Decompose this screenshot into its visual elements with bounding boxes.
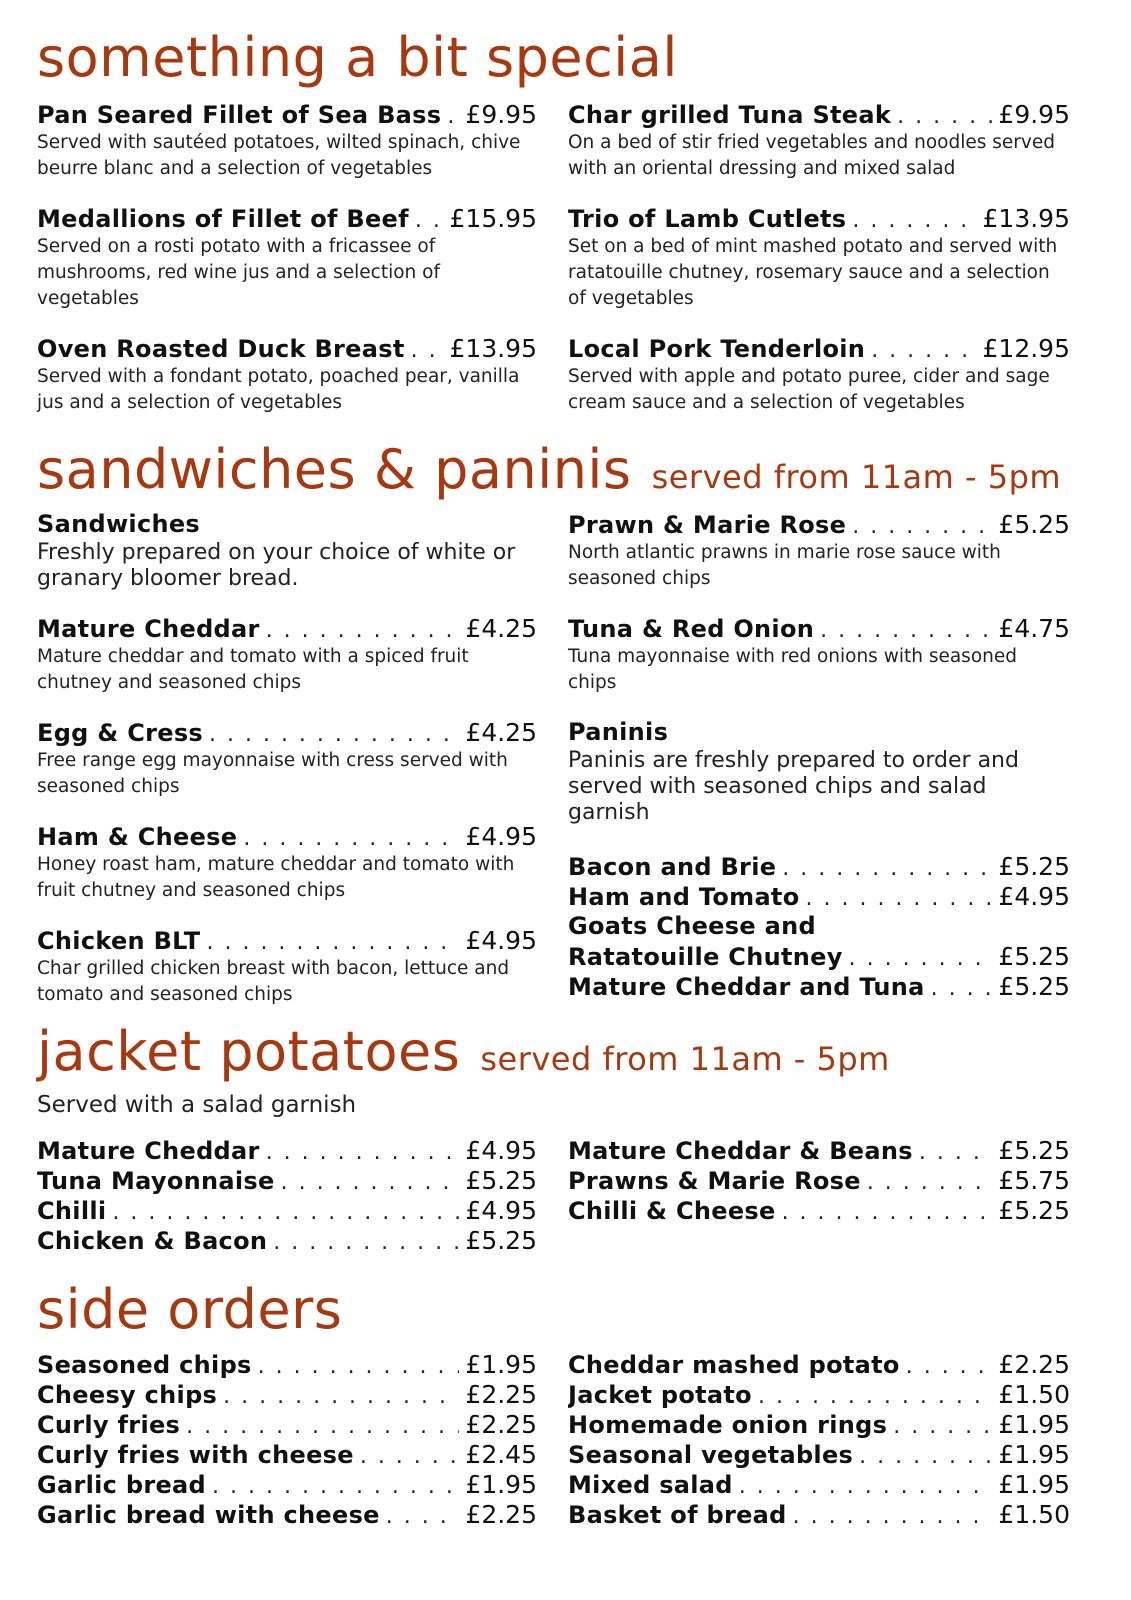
leader-dots [806, 886, 993, 911]
item-price: £5.25 [998, 942, 1070, 971]
leader-dots [186, 1414, 459, 1439]
item-price: £4.95 [465, 822, 537, 851]
item-name: Mature Cheddar [37, 615, 260, 643]
item-description: Mature cheddar and tomato with a spiced fruit chutney and seasoned chips [37, 646, 469, 693]
menu-item [37, 718, 537, 800]
menu-item [37, 204, 537, 312]
leader-dots [867, 1170, 993, 1195]
intro-title: Sandwiches [37, 510, 201, 538]
leader-dots [906, 1354, 993, 1379]
list-item [568, 912, 1070, 942]
menu-page [37, 0, 1097, 1600]
sandwiches-title-text: sandwiches & paninis [37, 438, 632, 501]
item-name: Ham & Cheese [37, 823, 238, 851]
paninis-title: Paninis [568, 718, 669, 746]
item-name: Bacon and Brie [568, 853, 777, 881]
leader-dots [223, 1384, 459, 1409]
list-item [37, 1226, 537, 1256]
list-item [568, 942, 1070, 972]
item-price: £1.95 [998, 1470, 1070, 1499]
jacket-intro: Served with a salad garnish [37, 1092, 357, 1118]
item-description: North atlantic prawns in marie rose sauce with seasoned chips [568, 542, 1001, 589]
jacket-subtitle: served from 11am - 5pm [480, 1040, 890, 1078]
menu-item [37, 926, 537, 1008]
jacket-right-column [568, 1136, 1070, 1226]
item-name: Jacket potato [568, 1381, 752, 1409]
item-price: £13.95 [449, 334, 537, 363]
item-price: £5.25 [998, 1196, 1070, 1225]
leader-dots [782, 856, 992, 881]
item-price: £2.45 [465, 1440, 537, 1469]
leader-dots [212, 1474, 459, 1499]
leader-dots [447, 104, 459, 129]
item-price: £4.95 [465, 1196, 537, 1225]
item-price: £2.25 [465, 1410, 537, 1439]
leader-dots [919, 1140, 993, 1165]
list-item [37, 1196, 537, 1226]
item-name: Mature Cheddar & Beans [568, 1137, 913, 1165]
leader-dots [273, 1230, 459, 1255]
leader-dots [209, 722, 459, 747]
item-price: £5.25 [998, 972, 1070, 1001]
item-name: Seasonal vegetables [568, 1441, 854, 1469]
item-price: £5.25 [465, 1226, 537, 1255]
item-name: Mature Cheddar and Tuna [568, 973, 925, 1001]
intro-description: Freshly prepared on your choice of white or granary bloomer bread. [37, 540, 516, 591]
item-price: £4.95 [465, 1136, 537, 1165]
item-description: Served with a fondant potato, poached pear, vanilla jus and a selection of vegetables [37, 366, 520, 413]
menu-item [568, 614, 1070, 696]
menu-item [37, 614, 537, 696]
leader-dots [415, 208, 444, 233]
item-price: £1.50 [998, 1380, 1070, 1409]
item-name: Chilli & Cheese [568, 1197, 776, 1225]
item-price: £5.25 [998, 510, 1070, 539]
leader-dots [411, 338, 444, 363]
leader-dots [893, 1414, 992, 1439]
paninis-description: Paninis are freshly prepared to order and served with seasoned chips and salad garnish [568, 748, 1019, 825]
sides-left-column [37, 1350, 537, 1530]
item-price: £2.25 [465, 1380, 537, 1409]
item-price: £13.95 [982, 204, 1070, 233]
leader-dots [852, 208, 976, 233]
item-name: Tuna Mayonnaise [37, 1167, 275, 1195]
item-description: Served with apple and potato puree, cider and sage cream sauce and a selection of vegetables [568, 366, 1050, 413]
menu-item [568, 334, 1070, 416]
item-price: £2.25 [998, 1350, 1070, 1379]
menu-item [568, 100, 1070, 182]
list-item [37, 1136, 537, 1166]
leader-dots [931, 976, 993, 1001]
item-price: £2.25 [465, 1500, 537, 1529]
item-price: £12.95 [982, 334, 1070, 363]
leader-dots [897, 104, 992, 129]
item-name: Curly fries [37, 1411, 181, 1439]
item-name: Ratatouille Chutney [568, 943, 843, 971]
menu-item [37, 334, 537, 416]
paninis-list [568, 852, 1070, 1002]
item-name: Oven Roasted Duck Breast [37, 335, 405, 363]
item-price: £1.95 [998, 1410, 1070, 1439]
list-item [568, 1410, 1070, 1440]
item-name: Mixed salad [568, 1471, 733, 1499]
paninis-intro [568, 718, 1070, 826]
item-price: £4.25 [465, 614, 537, 643]
leader-dots [360, 1444, 460, 1469]
list-item [568, 1500, 1070, 1530]
menu-item [37, 100, 537, 182]
item-name: Prawn & Marie Rose [568, 511, 847, 539]
leader-dots [281, 1170, 460, 1195]
leader-dots [859, 1444, 992, 1469]
item-price: £9.95 [465, 100, 537, 129]
menu-item [568, 204, 1070, 312]
item-name: Medallions of Fillet of Beef [37, 205, 409, 233]
sandwiches-subtitle: served from 11am - 5pm [651, 458, 1062, 496]
list-item [568, 882, 1070, 912]
item-name: Tuna & Red Onion [568, 615, 815, 643]
sides-title [37, 1278, 342, 1341]
item-price: £5.25 [998, 852, 1070, 881]
list-item [37, 1500, 537, 1530]
leader-dots [820, 618, 992, 643]
list-item [568, 1136, 1070, 1166]
leader-dots [112, 1200, 459, 1225]
menu-item [37, 822, 537, 904]
item-description: Set on a bed of mint mashed potato and served with ratatouille chutney, rosemary sauce and a selection of vegetables [568, 236, 1058, 309]
item-name: Pan Seared Fillet of Sea Bass [37, 101, 442, 129]
list-item [568, 1350, 1070, 1380]
leader-dots [793, 1504, 993, 1529]
item-price: £4.95 [465, 926, 537, 955]
item-name: Garlic bread [37, 1471, 207, 1499]
item-name: Homemade onion rings [568, 1411, 888, 1439]
list-item [37, 1350, 537, 1380]
list-item [37, 1410, 537, 1440]
list-item [568, 1196, 1070, 1226]
jacket-left-column [37, 1136, 537, 1256]
item-name: Egg & Cress [37, 719, 203, 747]
leader-dots [782, 1200, 993, 1225]
leader-dots [243, 826, 459, 851]
item-price: £9.95 [998, 100, 1070, 129]
leader-dots [739, 1474, 993, 1499]
item-name: Chicken BLT [37, 927, 201, 955]
leader-dots [266, 618, 460, 643]
leader-dots [386, 1504, 460, 1529]
menu-item [568, 510, 1070, 592]
special-title-text: something a bit special [37, 26, 678, 89]
item-price: £5.25 [998, 1136, 1070, 1165]
item-description: Served with sautéed potatoes, wilted spinach, chive beurre blanc and a selection of vegetables [37, 132, 521, 179]
item-description: Honey roast ham, mature cheddar and tomato with fruit chutney and seasoned chips [37, 854, 515, 901]
jacket-title-text: jacket potatoes [37, 1020, 461, 1083]
list-item [568, 852, 1070, 882]
list-item [37, 1440, 537, 1470]
item-name: Garlic bread with cheese [37, 1501, 380, 1529]
item-name: Local Pork Tenderloin [568, 335, 866, 363]
item-name: Chilli [37, 1197, 107, 1225]
item-name: Basket of bread [568, 1501, 787, 1529]
leader-dots [758, 1384, 992, 1409]
item-name: Prawns & Marie Rose [568, 1167, 861, 1195]
item-price: £4.95 [998, 882, 1070, 911]
item-description: Char grilled chicken breast with bacon, lettuce and tomato and seasoned chips [37, 958, 510, 1005]
list-item [37, 1470, 537, 1500]
item-price: £4.75 [998, 614, 1070, 643]
leader-dots [258, 1354, 460, 1379]
item-description: Tuna mayonnaise with red onions with seasoned chips [568, 646, 1017, 693]
sandwiches-intro [37, 510, 537, 592]
list-item [37, 1380, 537, 1410]
item-price: £1.50 [998, 1500, 1070, 1529]
list-item [37, 1166, 537, 1196]
item-description: On a bed of stir fried vegetables and noodles served with an oriental dressing and mixed salad [568, 132, 1055, 179]
item-price: £1.95 [998, 1440, 1070, 1469]
item-price: £5.75 [998, 1166, 1070, 1195]
leader-dots [849, 946, 993, 971]
leader-dots [871, 338, 976, 363]
jacket-title [37, 1020, 890, 1083]
item-price: £1.95 [465, 1470, 537, 1499]
item-description: Free range egg mayonnaise with cress served with seasoned chips [37, 750, 508, 797]
sides-right-column [568, 1350, 1070, 1530]
item-price: £15.95 [449, 204, 537, 233]
sides-title-text: side orders [37, 1278, 343, 1341]
item-name: Seasoned chips [37, 1351, 252, 1379]
item-name: Char grilled Tuna Steak [568, 101, 892, 129]
leader-dots [852, 514, 992, 539]
list-item [568, 1440, 1070, 1470]
item-name: Goats Cheese and [568, 912, 816, 940]
item-name: Chicken & Bacon [37, 1227, 268, 1255]
item-name: Cheddar mashed potato [568, 1351, 900, 1379]
list-item [568, 972, 1070, 1002]
leader-dots [206, 930, 459, 955]
list-item [568, 1470, 1070, 1500]
item-name: Trio of Lamb Cutlets [568, 205, 847, 233]
sandwiches-title [37, 438, 1061, 501]
list-item [568, 1380, 1070, 1410]
item-name: Mature Cheddar [37, 1137, 260, 1165]
list-item [568, 1166, 1070, 1196]
item-description: Served on a rosti potato with a fricassee of mushrooms, red wine jus and a selection of vegetables [37, 236, 440, 309]
item-name: Curly fries with cheese [37, 1441, 354, 1469]
item-price: £5.25 [465, 1166, 537, 1195]
leader-dots [266, 1140, 460, 1165]
item-name: Ham and Tomato [568, 883, 800, 911]
special-title [37, 26, 678, 89]
item-name: Cheesy chips [37, 1381, 218, 1409]
item-price: £1.95 [465, 1350, 537, 1379]
item-price: £4.25 [465, 718, 537, 747]
